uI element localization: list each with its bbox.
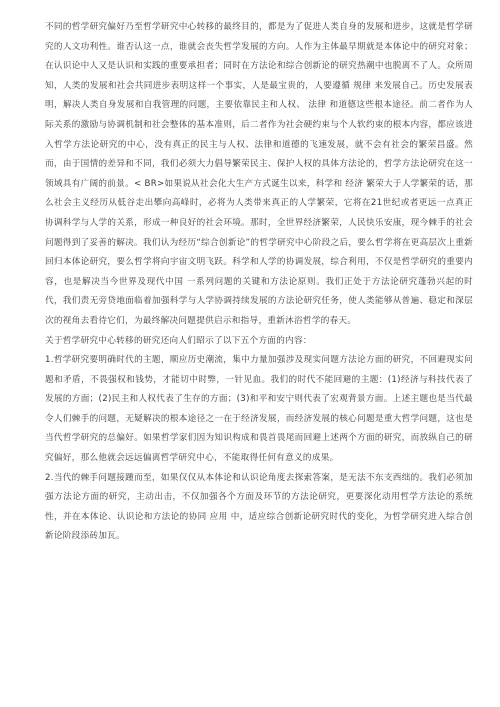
paragraph-point-1: 1.哲学研究要明确时代的主题，顺应历史潮流，集中力量加强涉及现实问题方法论方面的研究，不回避现实问题和矛盾，不畏强权和钱势，才能切中时弊，一针见血。我们的时代不能回避的主题：(1)经济与科技代表了发展的方面；(2)民主和人权代表了生存的方面；(3)和平和安宁则代表了宏观背景方面。上述主题也是当代最令人们棘手的问题，无疑解决的根本途径之一在于经济发展，而经济发展的核心问题是重大哲学问题，这也是当代哲学研究的总偏好。如果哲学家们因为知识构成和畏首畏尾而回避上述两个方面的研究，而放纵自己的研究偏好，那么他就会远远偏离哲学研究中心，不能取得任何有意义的成果。 [45,355,473,464]
paragraph-conclusion: 不同的哲学研究偏好乃至哲学研究中心转移的最终目的，都是为了促进人类自身的发展和进步，这就是哲学研究的人文功利性。谁否认这一点，谁就会丧失哲学发展的方向。人作为主体最早期就是本体论中的研究对象；在认识论中人又是认识和实践的重要承担者；同时在方法论和综合创新论的研究热潮中也脱离不了人。众所周知，人类的发展和社会共同进步表明这样一个事实，人是最宝贵的，人要遵循 规律 来发展自己。历史发展表明，解决人类自身发展和自我管理的问题，主要依靠民主和人权、 法律 和道德这些根本途径。前二者作为人际关系的激励与协调机制和社会整体的基本准则，后二者作为社会硬约束与个人软约束的根本内容，都应该进入哲学方法论研究的中心，没有真正的民主与人权、法律和道德的飞速发展，就不会有社会的繁荣昌盛。然而，由于国情的差异和不同，我们必须大力倡导繁荣民主、保护人权的具体方法论的，哲学方法论研究在这一领域具有广阔的前景。< BR>如果说从社会化大生产方式诞生以来，科学和 经济 繁荣大于人学繁荣的话，那么社会主义经历从低谷走出攀向高峰时，必将为人类带来真正的人学繁荣，它将在21世纪或者更远一点真正协调科学与人学的关系，形成一种良好的社会环境。那时，全世界经济繁荣，人民快乐安康，现今棘手的社会问题得到了妥善的解决。我们认为经历“综合创新论”的哲学研究中心阶段之后，要么哲学将在更高层次上重新回归本体论研究，要么哲学将向宇宙文明飞跃。科学和人学的协调发展，综合利用，不仅是哲学研究的重要内容，也是解决当今世界及现代中国 一系列问题的关键和方法论原则。我们正处于方法论研究蓬勃兴起的时代，我们责无旁贷地面临着加强科学与人学协调持续发展的方法论研究任务，使人类能够从普遍、稳定和深层次的视角去看待它们，为最终解决问题提供启示和指导，重新沐浴哲学的春天。 [45,22,473,326]
paragraph-point-2: 2.当代的棘手问题接踵而至，如果仅仅从本体论和认识论角度去探索答案，是无法不东支西绌的。我们必须加强方法论方面的研究，主动出击，不仅加强各个方面及环节的方法论研究，更要深化动用哲学方法论的系统性，并在本体论、认识论和方法论的协同 应用 中，适应综合创新论研究时代的变化，为哲学研究进入综合创新论阶段添砖加瓦。 [45,472,473,542]
paragraph-intro-list: 关于哲学研究中心转移的研究还向人们昭示了以下五个方面的内容： [45,335,312,346]
